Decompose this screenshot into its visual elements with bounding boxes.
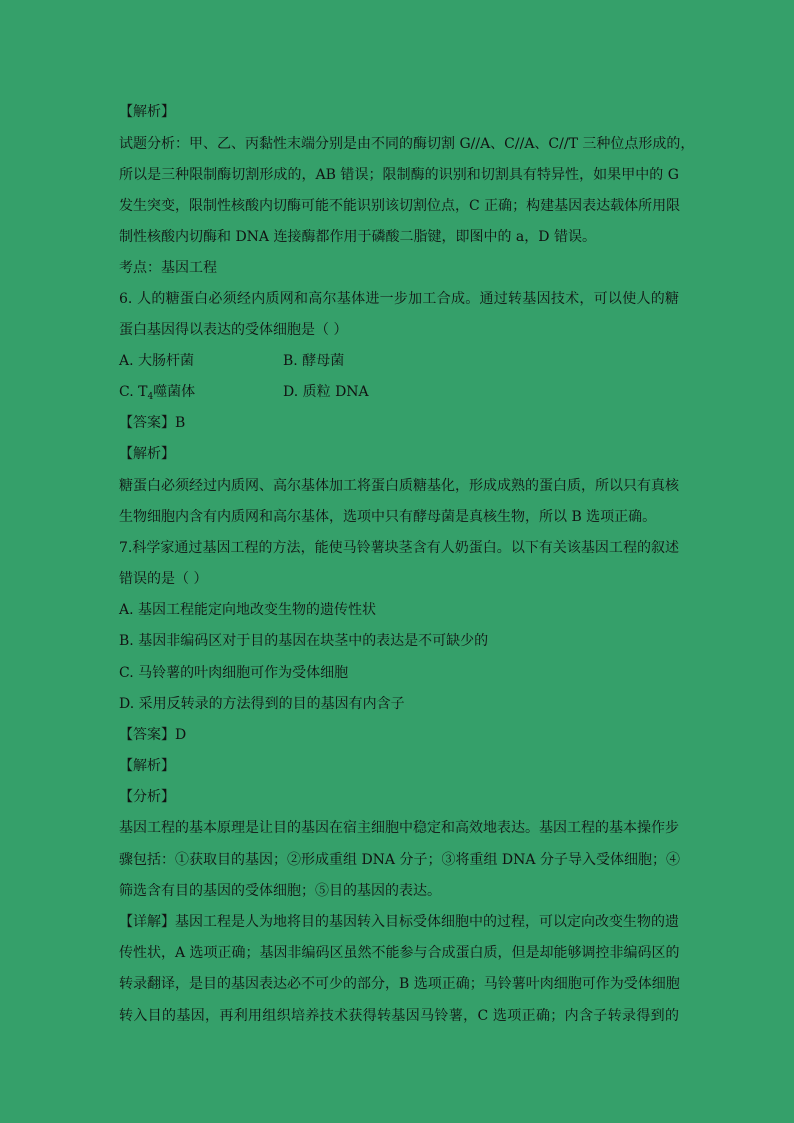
question-7-stem: 错误的是（ ） <box>119 571 208 587</box>
detail-text-line: 传性状，A 选项正确；基因非编码区虽然不能参与合成蛋白质，但是却能够调控非编码区的 <box>119 945 680 961</box>
option-b: B. 酵母菌 <box>283 353 345 369</box>
question-6-stem: 6. 人的糖蛋白必须经内质网和高尔基体进一步加工合成。通过转基因技术，可以使人的糖 <box>119 291 679 307</box>
analysis-text-line: 试题分析：甲、乙、丙黏性末端分别是由不同的酶切割 G//A、C//A、C//T 三种位点形成的， <box>119 136 695 152</box>
analysis-text-line: 糖蛋白必须经过内质网、高尔基体加工将蛋白质糖基化，形成成熟的蛋白质，所以只有真核 <box>119 478 679 494</box>
analysis-heading: 【解析】 <box>119 104 175 120</box>
analysis-text-line: 骤包括：①获取目的基因；②形成重组 DNA 分子；③将重组 DNA 分子导入受体细胞；④ <box>119 852 680 868</box>
detail-text-line: 【详解】基因工程是人为地将目的基因转入目标受体细胞中的过程，可以定向改变生物的遗 <box>119 914 679 930</box>
answer-label: 【答案】D <box>119 727 187 743</box>
test-point: 考点：基因工程 <box>119 260 217 276</box>
analysis-heading: 【解析】 <box>119 758 175 774</box>
detail-text-line: 转入目的基因，再利用组织培养技术获得转基因马铃薯，C 选项正确；内含子转录得到的 <box>119 1008 679 1024</box>
analysis-text-line: 筛选含有目的基因的受体细胞；⑤目的基因的表达。 <box>119 883 441 899</box>
option-c: C. 马铃薯的叶肉细胞可作为受体细胞 <box>119 665 349 681</box>
question-7-stem: 7.科学家通过基因工程的方法，能使马铃薯块茎含有人奶蛋白。以下有关该基因工程的叙述 <box>119 540 679 556</box>
option-d: D. 质粒 DNA <box>283 384 369 400</box>
answer-label: 【答案】B <box>119 415 186 431</box>
analysis-text-line: 制性核酸内切酶和 DNA 连接酶都作用于磷酸二脂键，即图中的 a，D 错误。 <box>119 229 596 245</box>
analysis-subheading: 【分析】 <box>119 789 175 805</box>
option-a: A. 基因工程能定向地改变生物的遗传性状 <box>119 602 377 618</box>
detail-text-line: 转录翻译，是目的基因表达必不可少的部分，B 选项正确；马铃薯叶肉细胞可作为受体细胞 <box>119 976 680 992</box>
option-a: A. 大肠杆菌 <box>119 353 195 369</box>
question-6-options-row <box>119 382 679 402</box>
analysis-heading: 【解析】 <box>119 446 175 462</box>
option-b: B. 基因非编码区对于目的基因在块茎中的表达是不可缺少的 <box>119 633 489 649</box>
analysis-text-line: 发生突变，限制性核酸内切酶可能不能识别该切割位点，C 正确；构建基因表达载体所用限 <box>119 198 681 214</box>
analysis-text-line: 生物细胞内含有内质网和高尔基体，选项中只有酵母菌是真核生物，所以 B 选项正确。 <box>119 509 657 525</box>
option-c: C. $T_4$噬菌体 <box>119 384 196 402</box>
question-6-stem: 蛋白基因得以表达的受体细胞是（ ） <box>119 322 348 338</box>
option-d: D. 采用反转录的方法得到的目的基因有内含子 <box>119 696 405 712</box>
analysis-text-line: 基因工程的基本原理是让目的基因在宿主细胞中稳定和高效地表达。基因工程的基本操作步 <box>119 820 679 836</box>
question-6-options-row <box>119 351 679 371</box>
analysis-text-line: 所以是三种限制酶切割形成的，AB 错误；限制酶的识别和切割具有特异性，如果甲中的 G <box>119 167 679 183</box>
